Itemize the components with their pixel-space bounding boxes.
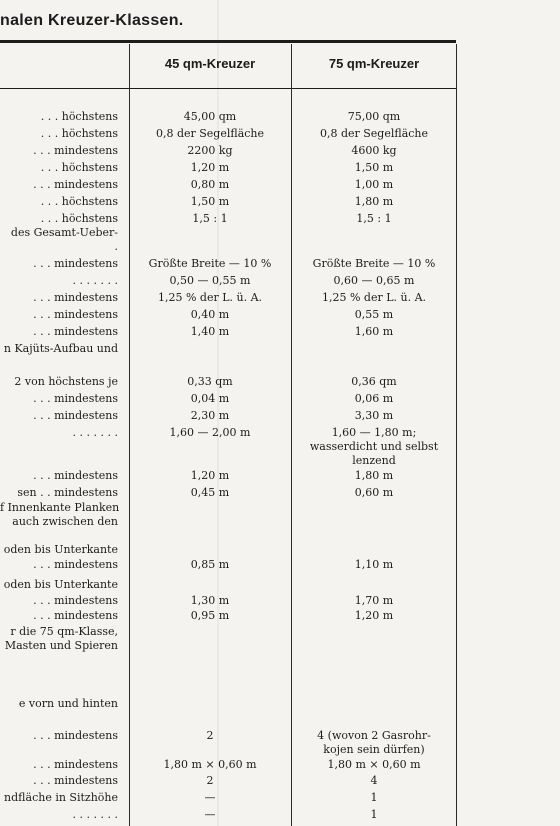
value-45qm: 1,80 m × 0,60 m	[163, 758, 257, 771]
table-row	[0, 774, 456, 788]
value-45qm: 0,80 m	[190, 178, 230, 191]
value-75qm: 75,00 qm	[347, 110, 401, 123]
row-label: . . . mindestens	[33, 291, 118, 304]
value-45qm: 0,45 m	[190, 486, 230, 499]
value-45qm: 2	[206, 729, 214, 742]
value-75qm: 1,10 m	[354, 558, 394, 571]
value-45qm: 0,8 der Segelfläche	[155, 127, 265, 140]
value-45qm: 1,20 m	[190, 469, 230, 482]
row-label: sen . . mindestens	[17, 486, 118, 499]
value-45qm: 0,95 m	[190, 609, 230, 622]
row-label: oden bis Unterkante	[3, 578, 118, 591]
table-row	[0, 697, 456, 711]
table-row	[0, 212, 456, 226]
value-45qm: 1,5 : 1	[192, 212, 228, 225]
row-label: . . . mindestens	[33, 774, 118, 787]
row-label: r die 75 qm-Klasse,	[10, 625, 118, 638]
table-row	[0, 791, 456, 805]
table-row	[0, 440, 456, 454]
table-row	[0, 543, 456, 557]
value-45qm: —	[204, 808, 216, 821]
value-45qm: 1,20 m	[190, 161, 230, 174]
row-label: . . . . . . .	[72, 274, 118, 287]
row-label: . . . mindestens	[33, 392, 118, 405]
value-75qm: 0,60 — 0,65 m	[333, 274, 415, 287]
table-row	[0, 808, 456, 822]
value-75qm: 1,80 m × 0,60 m	[327, 758, 421, 771]
row-label: Masten und Spieren	[4, 639, 118, 652]
value-75qm: 1	[370, 808, 378, 821]
row-label: . . . mindestens	[33, 729, 118, 742]
row-label: . . . mindestens	[33, 308, 118, 321]
value-45qm: 1,30 m	[190, 594, 230, 607]
table-row	[0, 454, 456, 468]
table-row	[0, 144, 456, 158]
table-row	[0, 325, 456, 339]
row-label: . . . höchstens	[40, 212, 118, 225]
table-row	[0, 625, 456, 639]
table-row	[0, 409, 456, 423]
value-75qm: 1,5 : 1	[356, 212, 392, 225]
column-header-45qm: 45 qm-Kreuzer	[164, 56, 256, 71]
value-45qm: 0,33 qm	[187, 375, 233, 388]
table-row	[0, 501, 456, 515]
value-45qm: 1,40 m	[190, 325, 230, 338]
row-label: . . . höchstens	[40, 110, 118, 123]
value-75qm: 4	[370, 774, 378, 787]
header-rule-thick	[0, 40, 456, 43]
table-row	[0, 308, 456, 322]
row-label: . . . mindestens	[33, 558, 118, 571]
value-75qm: 0,60 m	[354, 486, 394, 499]
page-title: nalen Kreuzer-Klassen.	[0, 12, 184, 29]
value-75qm: 1,00 m	[354, 178, 394, 191]
value-75qm: 0,55 m	[354, 308, 394, 321]
value-75qm: 1,70 m	[354, 594, 394, 607]
table-row	[0, 758, 456, 772]
table-row	[0, 342, 456, 356]
row-label: f Innenkante Planken	[0, 501, 120, 514]
row-label: . . . mindestens	[33, 178, 118, 191]
row-label: . . . höchstens	[40, 127, 118, 140]
value-75qm: 3,30 m	[354, 409, 394, 422]
row-label: ndfläche in Sitzhöhe	[4, 791, 118, 804]
table-row	[0, 558, 456, 572]
value-75qm: 0,36 qm	[351, 375, 397, 388]
column-divider-right	[456, 44, 457, 826]
value-45qm: Größte Breite — 10 %	[148, 257, 272, 270]
value-75qm: wasserdicht und selbst	[309, 440, 439, 453]
value-45qm: 0,04 m	[190, 392, 230, 405]
row-label: n Kajüts-Aufbau und	[3, 342, 118, 355]
value-75qm: 1,25 % der L. ü. A.	[321, 291, 427, 304]
column-header-75qm: 75 qm-Kreuzer	[328, 56, 420, 71]
table-row	[0, 195, 456, 209]
table-row	[0, 161, 456, 175]
value-75qm: Größte Breite — 10 %	[312, 257, 436, 270]
row-label: e vorn und hinten	[18, 697, 118, 710]
value-45qm: 1,60 — 2,00 m	[169, 426, 251, 439]
table-row	[0, 127, 456, 141]
table-row	[0, 392, 456, 406]
value-75qm: 1,50 m	[354, 161, 394, 174]
table-row	[0, 274, 456, 288]
value-75qm: 4600 kg	[351, 144, 397, 157]
table-row	[0, 375, 456, 389]
header-rule-thin	[0, 88, 456, 89]
value-75qm: 1,60 — 1,80 m;	[331, 426, 417, 439]
value-45qm: 1,50 m	[190, 195, 230, 208]
row-label: . . . mindestens	[33, 609, 118, 622]
row-label: . . . höchstens	[40, 161, 118, 174]
value-75qm: 1,80 m	[354, 469, 394, 482]
table-row	[0, 240, 456, 254]
table-row	[0, 486, 456, 500]
value-75qm: 4 (wovon 2 Gasrohr-	[317, 729, 431, 742]
value-75qm: 1,60 m	[354, 325, 394, 338]
row-label: . . . . . . .	[72, 426, 118, 439]
table-row	[0, 609, 456, 623]
value-45qm: —	[204, 791, 216, 804]
value-75qm: 1,20 m	[354, 609, 394, 622]
table-row	[0, 729, 456, 743]
value-75qm: 0,06 m	[354, 392, 394, 405]
row-label: des Gesamt-Ueber-	[10, 226, 118, 239]
table-row	[0, 291, 456, 305]
row-label: . . . mindestens	[33, 144, 118, 157]
row-label: .	[114, 240, 118, 253]
table-row	[0, 594, 456, 608]
value-45qm: 2,30 m	[190, 409, 230, 422]
value-45qm: 0,85 m	[190, 558, 230, 571]
value-45qm: 45,00 qm	[183, 110, 237, 123]
value-45qm: 0,50 — 0,55 m	[169, 274, 251, 287]
row-label: 2 von höchstens je	[14, 375, 118, 388]
table-row	[0, 578, 456, 592]
table-row	[0, 226, 456, 240]
row-label: . . . mindestens	[33, 257, 118, 270]
value-75qm: kojen sein dürfen)	[323, 743, 425, 756]
value-75qm: 1	[370, 791, 378, 804]
value-45qm: 1,25 % der L. ü. A.	[157, 291, 263, 304]
value-45qm: 2200 kg	[187, 144, 233, 157]
row-label: . . . mindestens	[33, 409, 118, 422]
value-45qm: 2	[206, 774, 214, 787]
row-label: . . . mindestens	[33, 325, 118, 338]
table-row	[0, 515, 456, 529]
table-row	[0, 257, 456, 271]
row-label: . . . höchstens	[40, 195, 118, 208]
row-label: auch zwischen den	[12, 515, 118, 528]
value-45qm: 0,40 m	[190, 308, 230, 321]
row-label: oden bis Unterkante	[3, 543, 118, 556]
table-row	[0, 110, 456, 124]
table-row	[0, 743, 456, 757]
row-label: . . . . . . .	[72, 808, 118, 821]
table-row	[0, 469, 456, 483]
value-75qm: 1,80 m	[354, 195, 394, 208]
row-label: . . . mindestens	[33, 594, 118, 607]
table-row	[0, 639, 456, 653]
value-75qm: lenzend	[352, 454, 396, 467]
row-label: . . . mindestens	[33, 469, 118, 482]
row-label: . . . mindestens	[33, 758, 118, 771]
table-row	[0, 426, 456, 440]
table-row	[0, 178, 456, 192]
value-75qm: 0,8 der Segelfläche	[319, 127, 429, 140]
